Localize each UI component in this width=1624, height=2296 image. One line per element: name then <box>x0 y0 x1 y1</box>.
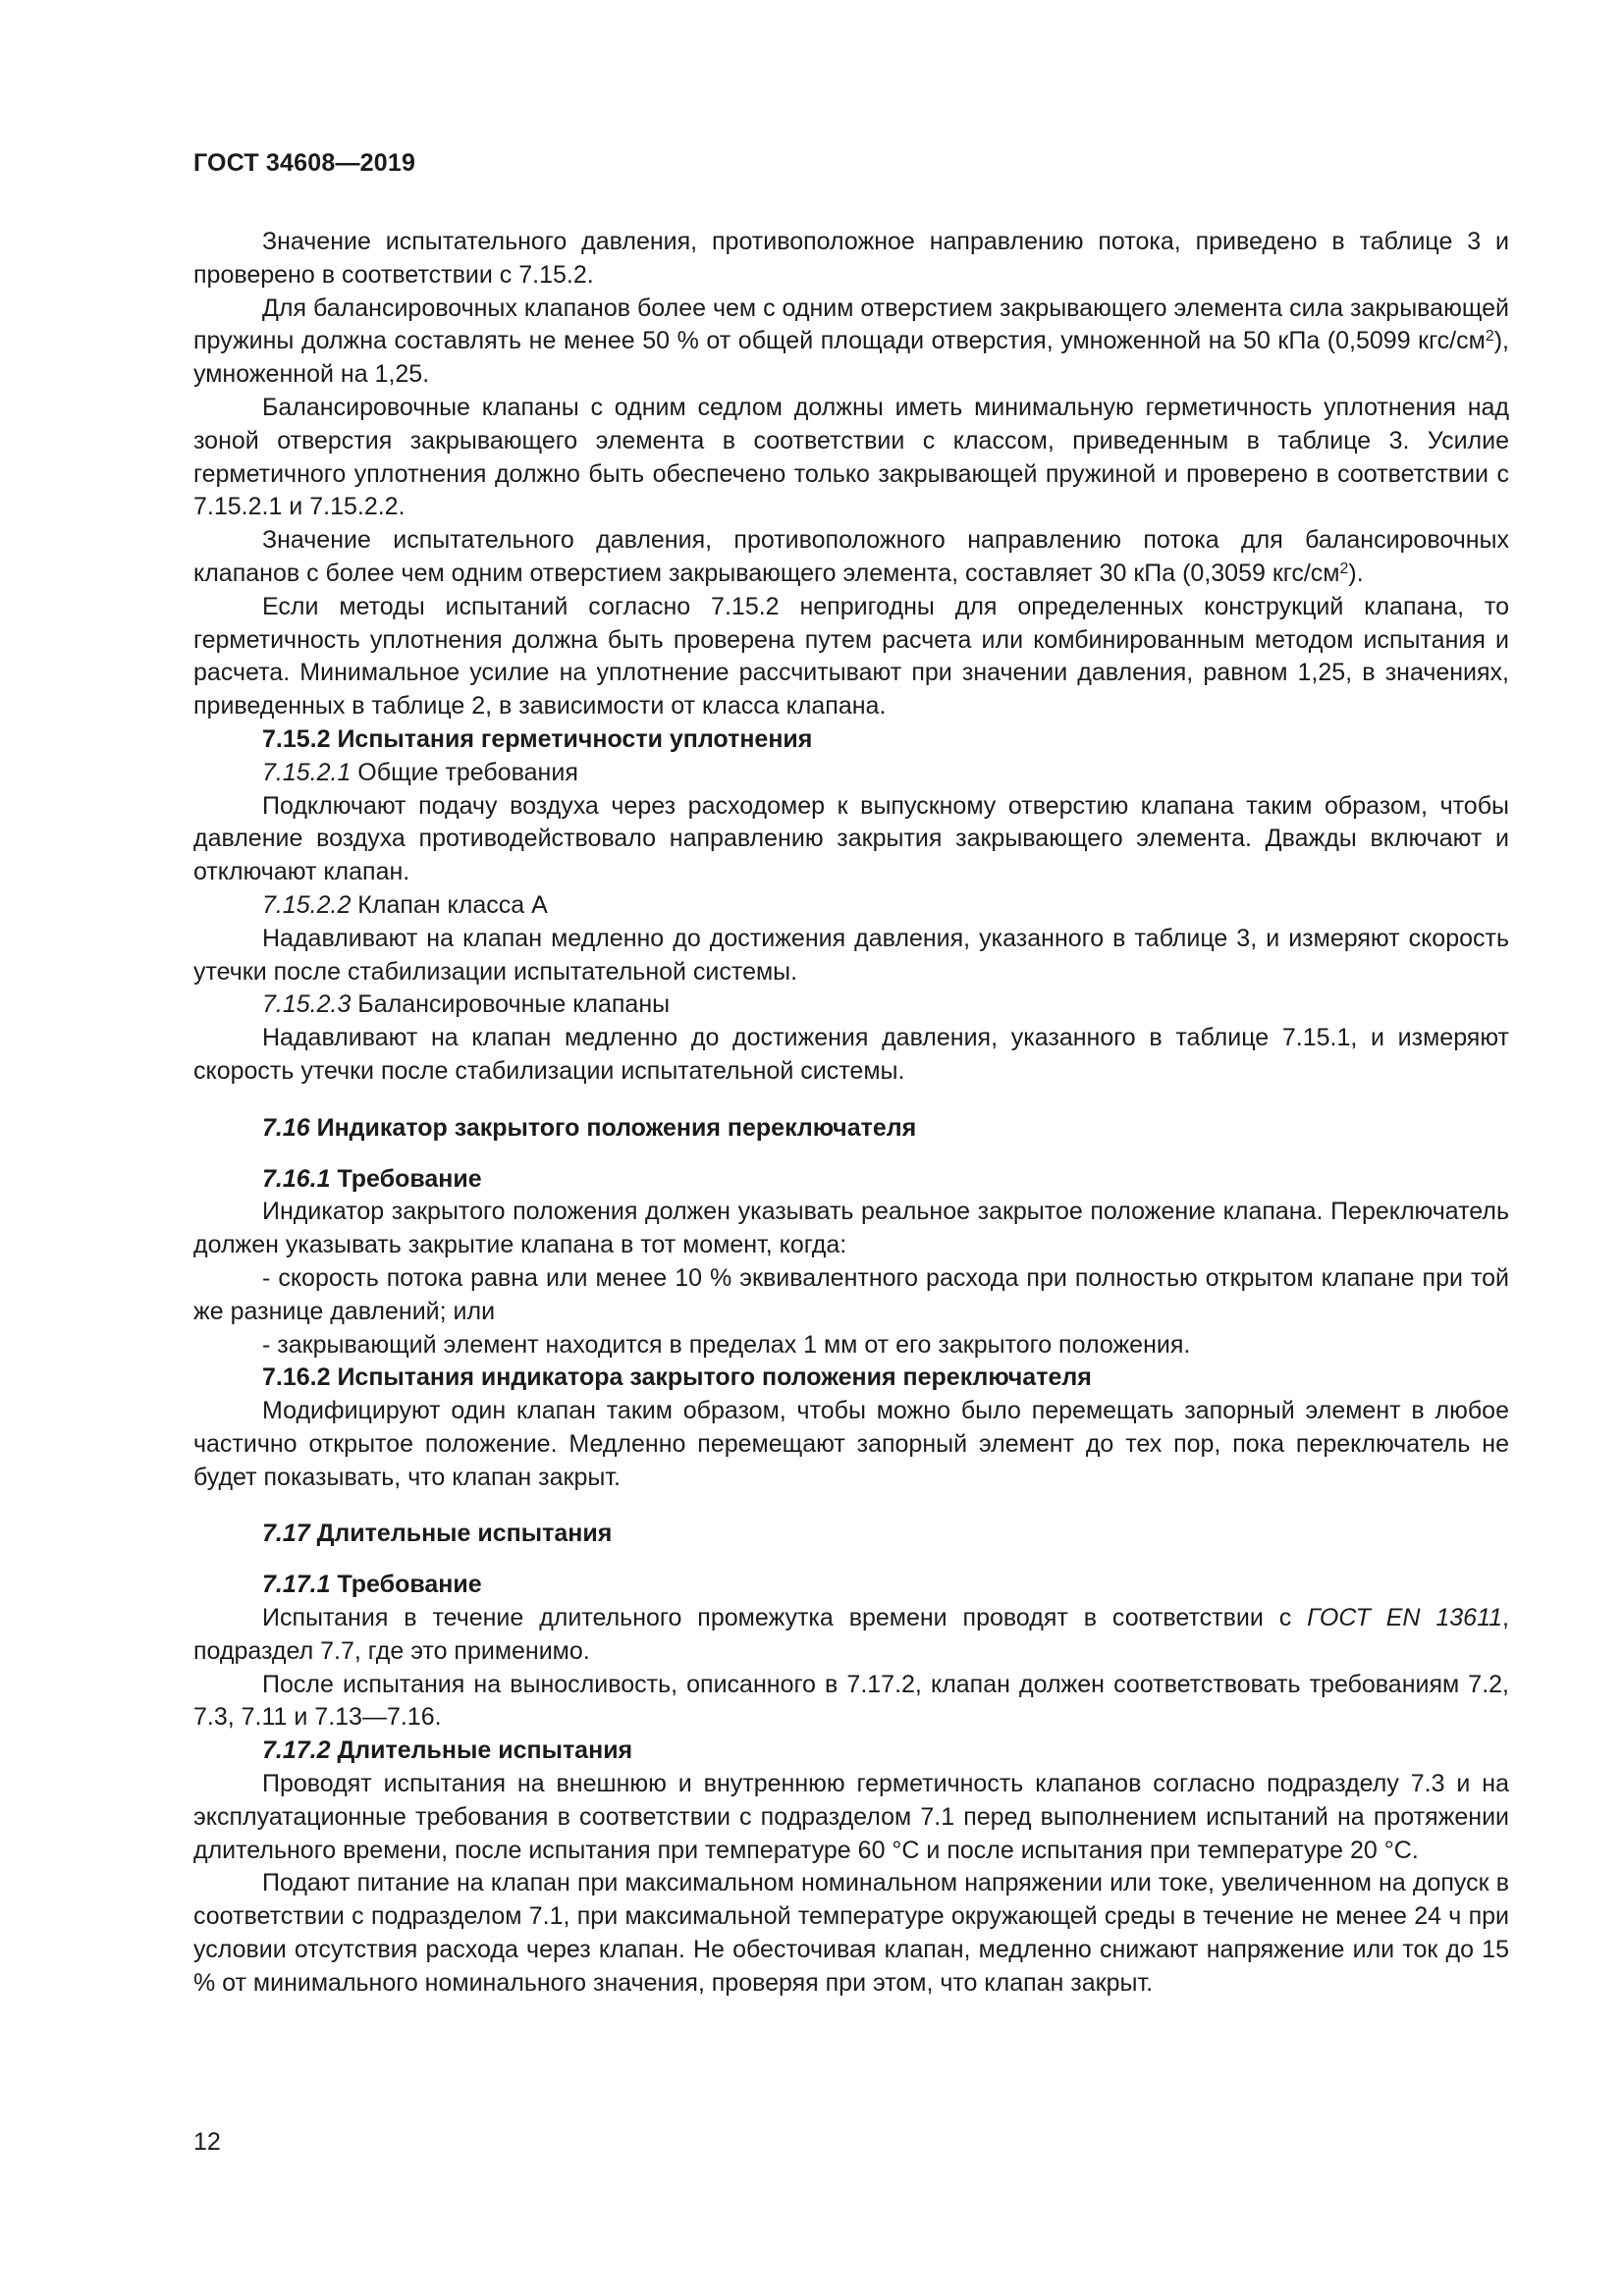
paragraph-text: , подраздел 7.7, где это применимо. <box>193 1604 1509 1665</box>
section-title: Длительные испытания <box>309 1520 613 1548</box>
paragraph-text: Значение испытательного давления, противоположного направлению потока для балансировочных клапанов с более чем одним отверстием закрывающего элемента, составляет 30 кПа (0,3059 кгс/см <box>193 526 1509 587</box>
paragraph: Надавливают на клапан медленно до достижения давления, указанного в таблице 3, и измеряют скорость утечки после стабилизации испытательной системы. <box>193 924 1509 986</box>
section-number: 7.16 <box>262 1113 310 1142</box>
section-heading-7-16-2: 7.16.2 Испытания индикатора закрытого положения переключателя <box>262 1363 1092 1392</box>
section-heading-7-17 <box>193 1518 1509 1551</box>
section-title: Требование <box>330 1571 482 1599</box>
paragraph <box>193 524 1509 591</box>
list-item: - скорость потока равна или менее 10 % эквивалентного расхода при полностью открытом клапане при той же разнице давлений; или <box>193 1263 1509 1325</box>
paragraph: Модифицируют один клапан таким образом, чтобы можно было перемещать запорный элемент в любое частично открытое положение. Медленно перемещают запорный элемент до тех пор, пока переключатель не будет показывать, что клапан закрыт. <box>193 1397 1509 1491</box>
section-heading-7-16 <box>193 1112 1509 1146</box>
paragraph-text: ). <box>1348 559 1364 587</box>
document-body <box>193 226 1509 2001</box>
section-title: Индикатор закрытого положения переключателя <box>309 1113 917 1142</box>
superscript: 2 <box>1485 328 1494 346</box>
section-title: Клапан класса А <box>351 890 548 919</box>
paragraph: Подключают подачу воздуха через расходомер к выпускному отверстию клапана таким образом, чтобы давление воздуха противодействовало направлению закрытия закрывающего элемента. Дважды включают и отключают клапан. <box>193 791 1509 886</box>
paragraph: Надавливают на клапан медленно до достижения давления, указанного в таблице 7.15.1, и измеряют скорость утечки после стабилизации испытательной системы. <box>193 1024 1509 1085</box>
section-number: 7.15.2.3 <box>262 990 352 1019</box>
section-heading-7-16-1 <box>193 1163 1509 1197</box>
document-header: ГОСТ 34608—2019 <box>193 149 416 177</box>
paragraph: Проводят испытания на внешнюю и внутреннюю герметичность клапанов согласно подразделу 7.3 и на эксплуатационные требования в соответствии с подразделом 7.1 перед выполнением испытаний на протяжении длительного времени, после испытания при температуре 60 °С и после испытания при температуре 20 °С. <box>193 1770 1509 1864</box>
paragraph <box>193 1602 1509 1669</box>
paragraph: После испытания на выносливость, описанного в 7.17.2, клапан должен соответствовать требованиям 7.2, 7.3, 7.11 и 7.13—7.16. <box>193 1670 1509 1732</box>
superscript: 2 <box>1339 560 1349 577</box>
list-item: - закрывающий элемент находится в пределах 1 мм от его закрытого положения. <box>262 1330 1191 1359</box>
paragraph-text: Для балансировочных клапанов более чем с одним отверстием закрывающего элемента сила закрывающей пружины должна составлять не менее 50 % от общей площади отверстия, умноженной на 50 кПа (0,5099 кгс/см <box>193 294 1509 355</box>
paragraph <box>193 293 1509 392</box>
paragraph: Подают питание на клапан при максимальном номинальном напряжении или токе, увеличенном на допуск в соответствии с подразделом 7.1, при максимальной температуре окружающей среды в течение не менее 24 ч при условии отсутствия расхода через клапан. Не обесточивая клапан, медленно снижают напряжение или ток до 15 % от минимального номинального значения, проверяя при этом, что клапан закрыт. <box>193 1869 1509 1997</box>
section-title: Балансировочные клапаны <box>351 990 671 1019</box>
subsection-heading-7-15-2-1 <box>193 757 1509 790</box>
section-title: Длительные испытания <box>330 1736 633 1765</box>
section-number: 7.17 <box>262 1520 310 1548</box>
section-heading-7-17-1 <box>193 1569 1509 1602</box>
page-number: 12 <box>193 2128 221 2156</box>
section-number: 7.15.2.2 <box>262 890 352 919</box>
paragraph-text: ), умноженной на 1,25. <box>193 327 1509 389</box>
section-heading-7-17-2 <box>193 1735 1509 1768</box>
paragraph-text: Испытания в течение длительного промежутка времени проводят в соответствии с <box>262 1604 1308 1632</box>
section-number: 7.15.2.1 <box>262 758 352 786</box>
paragraph: Индикатор закрытого положения должен указывать реальное закрытое положение клапана. Переключатель должен указывать закрытие клапана в тот момент, когда: <box>193 1198 1509 1259</box>
subsection-heading-7-15-2-3 <box>193 988 1509 1022</box>
section-heading-7-15-2: 7.15.2 Испытания герметичности уплотнения <box>262 724 813 753</box>
section-number: 7.16.1 <box>262 1164 331 1193</box>
paragraph: Балансировочные клапаны с одним седлом должны иметь минимальную герметичность уплотнения над зоной отверстия закрывающего элемента в соответствии с классом, приведенным в таблице 3. Усилие герметичного уплотнения должно быть обеспечено только закрывающей пружиной и проверено в соответствии с 7.15.2.1 и 7.15.2.2. <box>193 393 1509 521</box>
section-title: Требование <box>330 1164 482 1193</box>
section-title: Общие требования <box>351 758 578 786</box>
standard-reference: ГОСТ EN 13611 <box>1307 1604 1503 1632</box>
paragraph: Значение испытательного давления, противоположное направлению потока, приведено в таблице 3 и проверено в соответствии с 7.15.2. <box>193 228 1509 289</box>
subsection-heading-7-15-2-2 <box>193 889 1509 923</box>
section-number: 7.17.1 <box>262 1571 331 1599</box>
section-number: 7.17.2 <box>262 1736 331 1765</box>
paragraph: Если методы испытаний согласно 7.15.2 непригодны для определенных конструкций клапана, то герметичность уплотнения должна быть проверена путем расчета или комбинированным методом испытания и расчета. Минимальное усилие на уплотнение рассчитывают при значении давления, равном 1,25, в значениях, приведенных в таблице 2, в зависимости от класса клапана. <box>193 592 1509 721</box>
